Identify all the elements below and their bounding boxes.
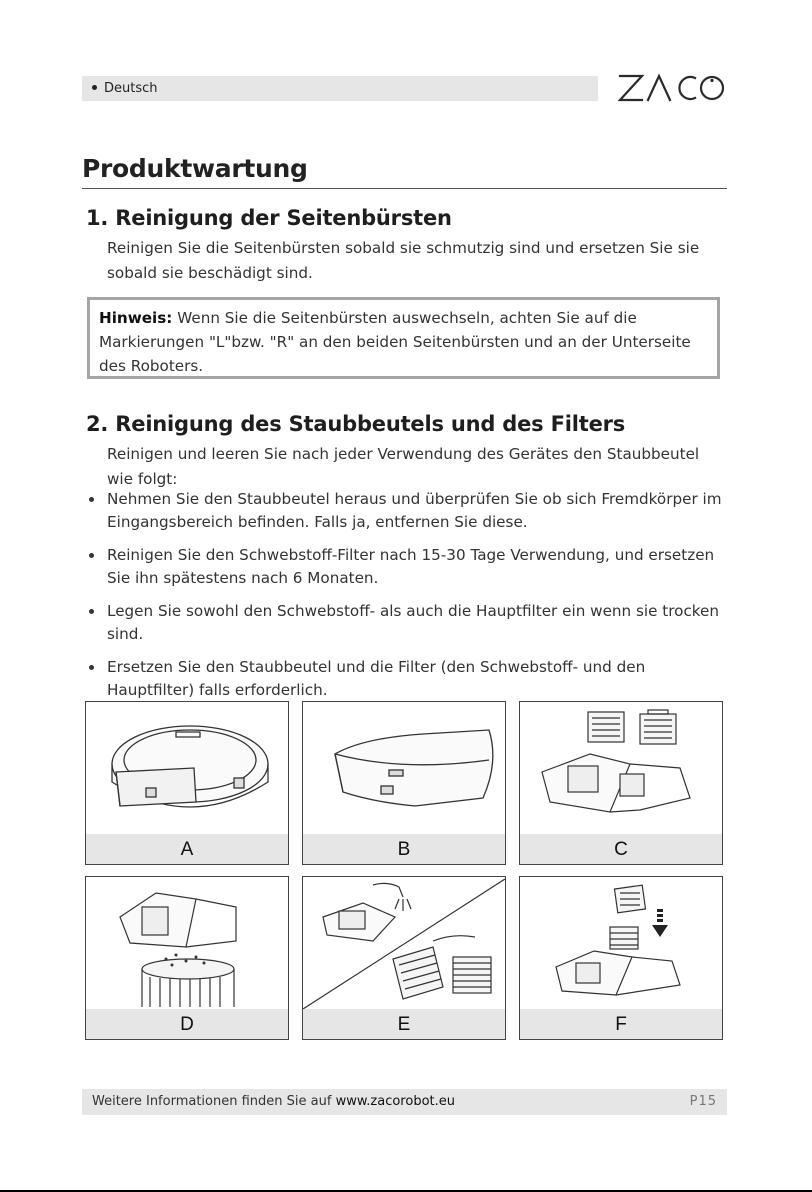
figure-label: C — [520, 834, 722, 864]
note-label: Hinweis: — [99, 309, 173, 327]
dustbin-illustration — [303, 702, 505, 834]
list-item: Ersetzen Sie den Staubbeutel und die Filter (den Schwebstoff- und den Hauptfilter) falls erforderlich. — [88, 656, 728, 702]
bullet-icon — [89, 553, 94, 558]
list-item: Nehmen Sie den Staubbeutel heraus und überprüfen Sie ob sich Fremdkörper im Eingangsbereich befinden. Falls ja, entfernen Sie diese. — [88, 488, 728, 534]
figure-d — [85, 876, 289, 1040]
footer-bar — [82, 1089, 727, 1115]
instruction-list — [88, 488, 728, 712]
bullet-icon — [92, 85, 97, 90]
washing-filter-illustration — [303, 877, 505, 1009]
emptying-dustbin-illustration — [86, 877, 288, 1009]
figure-f — [519, 876, 723, 1040]
figure-label: F — [520, 1009, 722, 1039]
section2-intro: Reinigen und leeren Sie nach jeder Verwendung des Gerätes den Staubbeutel wie folgt: — [107, 445, 700, 488]
language-bar — [82, 76, 598, 101]
figure-c — [519, 701, 723, 865]
figure-label: D — [86, 1009, 288, 1039]
language-label: Deutsch — [104, 81, 158, 96]
figure-e — [302, 876, 506, 1040]
opened-dustbin-filters-illustration — [520, 702, 722, 834]
page-title: Produktwartung — [82, 154, 308, 183]
figure-label: B — [303, 834, 505, 864]
reinserting-filters-illustration — [520, 877, 722, 1009]
bullet-icon — [89, 665, 94, 670]
figure-a — [85, 701, 289, 865]
note-box — [87, 297, 720, 379]
logo-graphic — [615, 66, 727, 108]
figure-label: A — [86, 834, 288, 864]
bullet-icon — [89, 609, 94, 614]
robot-with-dustbin-illustration — [86, 702, 288, 834]
note-text: Wenn Sie die Seitenbürsten auswechseln, achten Sie auf die Markierungen "L"bzw. "R" an den beiden Seitenbürsten und an der Unterseite des Roboters. — [99, 309, 691, 375]
footer-text: Weitere Informationen finden Sie auf www.zacorobot.eu — [92, 1094, 455, 1109]
page-number: P15 — [689, 1094, 717, 1109]
section2-heading: 2. Reinigung des Staubbeutels und des Filters — [86, 412, 626, 436]
figure-label: E — [303, 1009, 505, 1039]
list-item: Legen Sie sowohl den Schwebstoff- als auch die Hauptfilter ein wenn sie trocken sind. — [88, 600, 728, 646]
list-item: Reinigen Sie den Schwebstoff-Filter nach 15-30 Tage Verwendung, und ersetzen Sie ihn spätestens nach 6 Monaten. — [88, 544, 728, 590]
bullet-icon — [89, 497, 94, 502]
section1-heading: 1. Reinigung der Seitenbürsten — [86, 206, 452, 230]
title-divider — [82, 188, 727, 189]
section1-text: Reinigen Sie die Seitenbürsten sobald sie schmutzig sind und ersetzen Sie sie sobald sie beschädigt sind. — [107, 239, 700, 282]
website-link[interactable]: www.zacorobot.eu — [335, 1094, 455, 1109]
figure-b — [302, 701, 506, 865]
zaco-logo — [615, 66, 727, 108]
